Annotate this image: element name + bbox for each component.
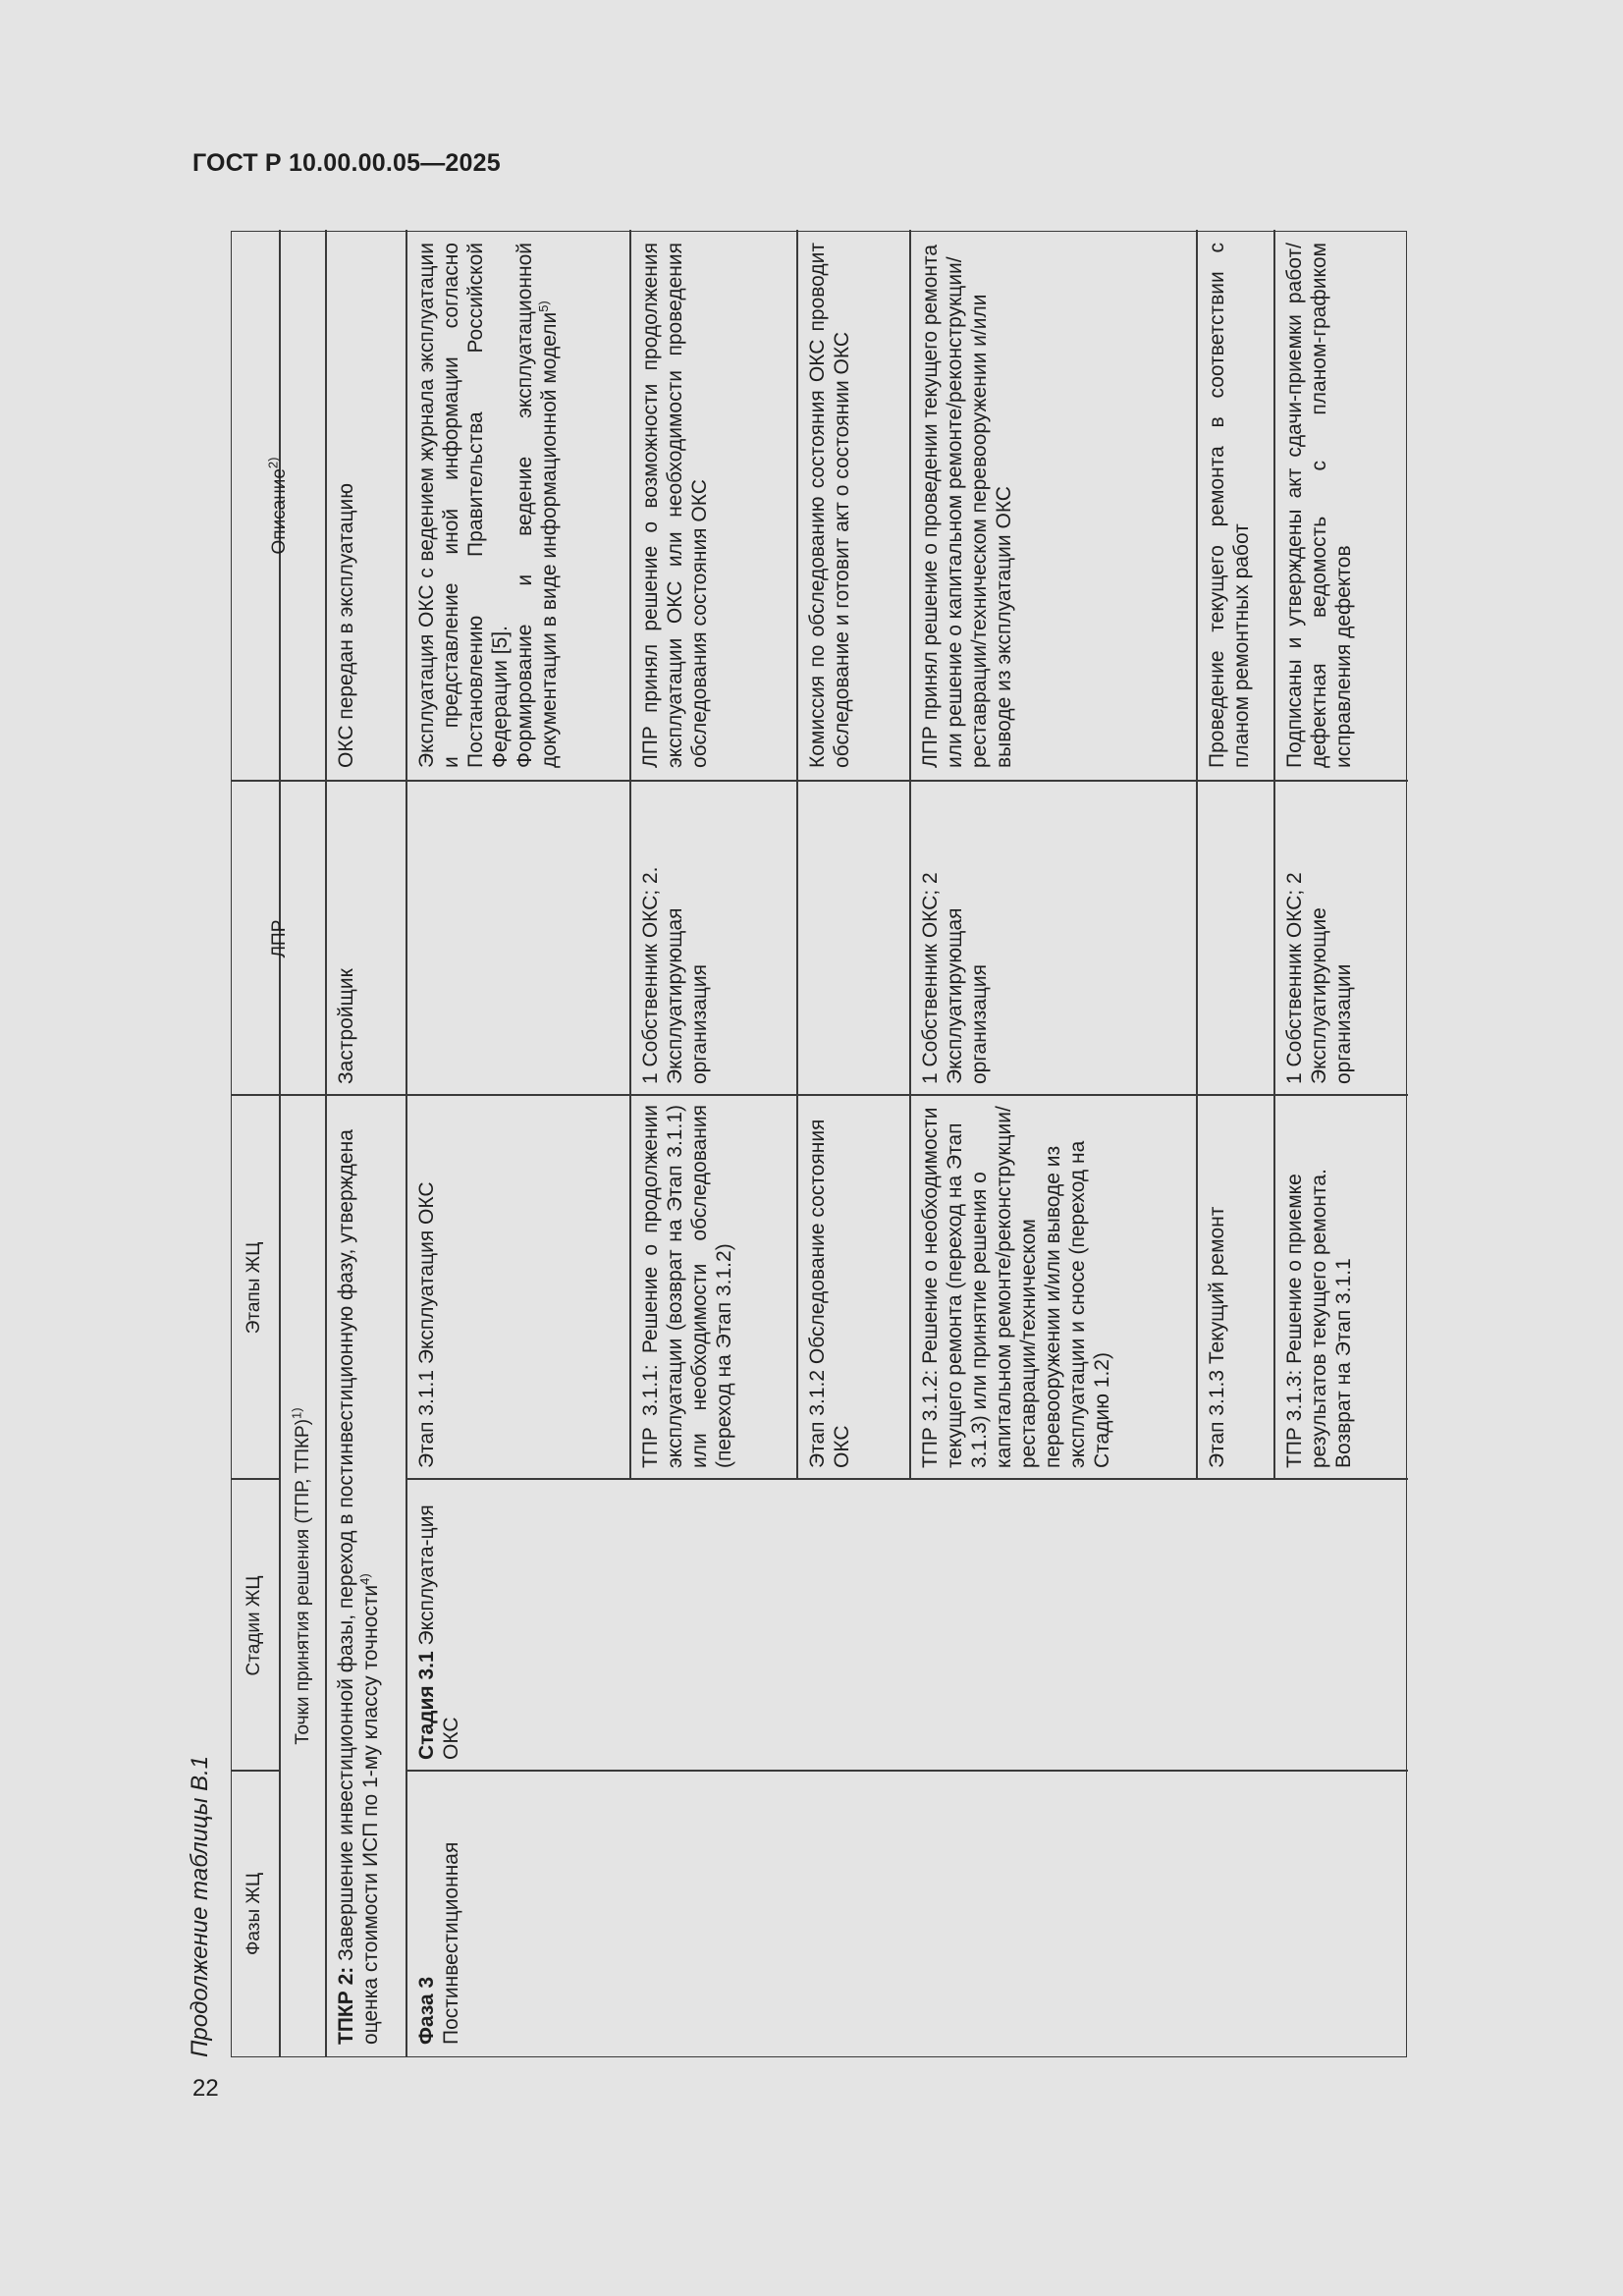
col-divider-lpr	[232, 781, 1408, 783]
tpkr-cell	[334, 1112, 383, 2045]
tpkr-description: ОКС передан в эксплуатацию	[335, 483, 357, 768]
description-row-1	[414, 243, 562, 768]
col-header-stages: Стадии ЖЦ	[243, 1575, 264, 1676]
col-divider-phase-body	[406, 1771, 1408, 1773]
stage-cell	[414, 1490, 463, 1760]
stage-name: Эксплуата-ция ОКС	[415, 1504, 462, 1760]
rotated-table-block	[187, 231, 1365, 2057]
description-header-footnote: 2)	[265, 457, 281, 469]
step-row-4: ТПР 3.1.2: Решение о необходимости текущего ремонта (переход на Этап 3.1.3) или принятие решения о капитальном ремонте/реконструкции/реставрации/техническом перевооружении и/или выводе из эксплуатации и сносе (переход на Стадию 1.2)	[919, 1106, 1113, 1468]
col-divider-tpkr	[325, 1095, 406, 1097]
lpr-row-4: 1 Собственник ОКС; 2 Эксплуатирующая организация	[919, 872, 991, 1084]
description-row-1-para-1: Эксплуатация ОКС с ведением журнала эксплуатации и представление иной информации согласно Постановлению Правительства Российской Федерации [5].	[415, 243, 512, 768]
col-header-lpr: ЛПР	[269, 919, 290, 958]
step-row-2: ТПР 3.1.1: Решение о продолжении эксплуатации (возврат на Этап 3.1.1) или необходимости обследования (переход на Этап 3.1.2)	[639, 1105, 735, 1468]
description-row-3: Комиссия по обследованию состояния ОКС проводит обследование и готовит акт о состоянии ОКС	[806, 243, 853, 768]
tpkr-label: ТПКР 2:	[335, 1966, 357, 2045]
phase-name: Постинвестиционная	[440, 1841, 462, 2045]
tpkr-footnote: 4)	[357, 1573, 372, 1585]
description-row-1-footnote: 5)	[536, 301, 551, 312]
step-row-1: Этап 3.1.1 Эксплуатация ОКС	[415, 1181, 438, 1468]
col-divider-step-body	[406, 1095, 1408, 1097]
description-row-5: Проведение текущего ремонта в соответствии с планом ремонтных работ	[1206, 243, 1253, 768]
tpr-header-text: Точки принятия решения (ТПР, ТПКР)	[293, 1418, 313, 1745]
tpr-header-footnote: 1)	[289, 1407, 304, 1419]
tpkr-lpr: Застройщик	[335, 968, 357, 1084]
col-divider-stage-body	[406, 1479, 1408, 1481]
row-rule-4	[1196, 230, 1198, 1480]
step-row-3: Этап 3.1.2 Обследование состояния ОКС	[806, 1119, 853, 1468]
table-continuation-caption: Продолжение таблицы В.1	[187, 1755, 213, 2057]
row-rule-1	[629, 230, 631, 1480]
tpkr-text: Завершение инвестиционной фазы, переход в постинвестиционную фазу, утверждена оценка стоимости ИСП по 1-му классу точности	[335, 1129, 382, 2045]
row-rule-5	[1273, 230, 1275, 1480]
table-b1	[231, 231, 1407, 2057]
description-row-1-para-2: Формирование и ведение эксплуатационной документации в виде информационной модели$^{5)}$	[514, 243, 561, 768]
description-row-2: ЛПР принял решение о возможности продолжения эксплуатации ОКС или необходимости проведения обследования состояния ОКС	[639, 243, 711, 768]
step-row-5: Этап 3.1.3 Текущий ремонт	[1206, 1206, 1228, 1468]
col-header-phases: Фазы ЖЦ	[243, 1872, 264, 1956]
description-header-text: Описание	[269, 468, 290, 555]
description-row-6: Подписаны и утверждены акт сдачи-приемки работ/дефектная ведомость с планом-графиком исправления дефектов	[1283, 243, 1355, 768]
lpr-row-2: 1 Собственник ОКС; 2. Эксплуатирующая организация	[639, 866, 711, 1084]
row-rule-2	[796, 230, 798, 1480]
document-header: ГОСТ Р 10.00.00.05—2025	[192, 149, 501, 177]
step-row-6	[1282, 1105, 1356, 1468]
col-header-description	[267, 230, 292, 782]
col-header-tpr	[291, 1096, 315, 2056]
stage-label: Стадия 3.1	[415, 1651, 438, 1760]
lpr-row-6: 1 Собственник ОКС; 2 Эксплуатирующие организации	[1283, 872, 1355, 1084]
step-row-6-line-1: ТПР 3.1.3: Решение о приемке результатов текущего ремонта.	[1283, 1169, 1330, 1468]
header-rule-2	[325, 230, 327, 2056]
phase-label: Фаза 3	[415, 1976, 438, 2045]
col-header-steps: Этапы ЖЦ	[243, 1241, 264, 1335]
row-rule-3	[909, 230, 911, 1480]
step-row-6-line-2: Возврат на Этап 3.1.1	[1332, 1258, 1355, 1468]
phase-cell	[414, 1779, 463, 2045]
tpkr-rule	[406, 230, 407, 2056]
description-row-4: ЛПР принял решение о проведении текущего ремонта или решение о капитальном ремонте/реконструкции/реставрации/техническом перевооружении и/или выводе из эксплуатации ОКС	[919, 244, 1015, 768]
page-number: 22	[192, 2075, 219, 2102]
